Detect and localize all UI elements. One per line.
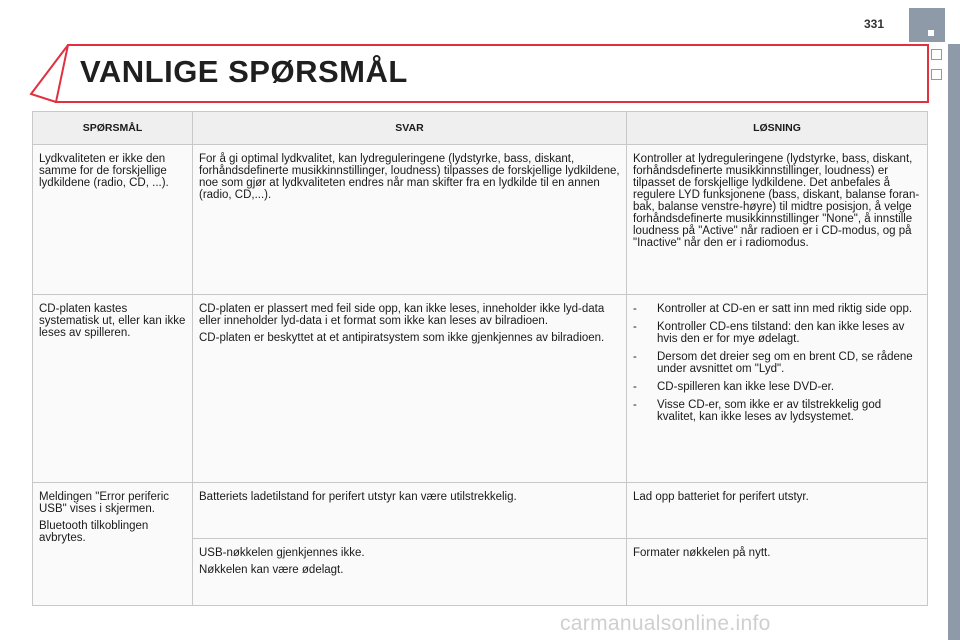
header-question: SPØRSMÅL (33, 112, 193, 145)
header-answer: SVAR (193, 112, 627, 145)
question-cell (33, 145, 193, 295)
answer-text: For å gi optimal lydkvalitet, kan lydreguleringene (lydstyrke, bass, diskant, forhåndsdefinerte musikkinnstillinger, loudness) tilpasses de forskjellige lydkildene, noe som gjør at lydkvaliteten endres når man skifter fra en lydkilde til en annen (radio, CD,...). (199, 153, 620, 201)
table-row (33, 483, 928, 539)
answer-text: USB-nøkkelen gjenkjennes ikke. (199, 547, 365, 559)
question-cell (33, 483, 193, 606)
solution-cell (627, 483, 928, 539)
solution-cell (627, 539, 928, 606)
solution-text: Formater nøkkelen på nytt. (633, 547, 771, 559)
table-row (33, 145, 928, 295)
watermark: carmanualsonline.info (560, 612, 771, 635)
table-header-row (33, 112, 928, 145)
table-row (33, 295, 928, 483)
list-item: - Visse CD-er, som ikke er av tilstrekkelig god kvalitet, kan ikke leses av lydsystemet. (633, 399, 882, 423)
solution-list (633, 303, 921, 423)
answer-cell (193, 539, 627, 606)
question-text: CD-platen kastes systematisk ut, eller kan ikke leses av spilleren. (39, 303, 186, 339)
list-item: - Dersom det dreier seg om en brent CD, se rådene under avsnittet om "Lyd". (633, 351, 913, 375)
list-item: - Kontroller at CD-en er satt inn med riktig side opp. (633, 303, 913, 315)
answer-cell (193, 145, 627, 295)
solution-text: Kontroller at lydreguleringene (lydstyrke, bass, diskant, forhåndsdefinerte musikkinnstillinger, loudness) er tilpasset de forskjellige lydkildene. Det anbefales å regulere LYD funksjonene (bass, diskant, balanse foran-bak, balanse venstre-høyre) til midtre posisjon, å velge forhåndsdefinerte musikkinnstillinger "None", å innstille loudness på "Active" når radioen er i CD-modus, og på "Inactive" når den er i radiomodus. (633, 153, 920, 249)
question-text: Meldingen "Error periferic USB" vises i skjermen. (39, 491, 169, 515)
answer-text: CD-platen er plassert med feil side opp, kan ikke leses, inneholder ikke lyd-data eller inneholder lyd-data i et format som ikke kan leses av bilradioen. (199, 303, 605, 327)
question-text: Lydkvaliteten er ikke den samme for de forskjellige lydkildene (radio, CD, ...). (39, 153, 169, 189)
side-stripe (948, 44, 960, 640)
faq-table (32, 111, 928, 606)
solution-cell (627, 145, 928, 295)
answer-cell (193, 295, 627, 483)
solution-cell (627, 295, 928, 483)
list-item: - Kontroller CD-ens tilstand: den kan ikke leses av hvis den er for mye ødelagt. (633, 321, 905, 345)
solution-text: Lad opp batteriet for perifert utstyr. (633, 491, 809, 503)
page-title: VANLIGE SPØRSMÅL (80, 54, 408, 89)
list-item: - CD-spilleren kan ikke lese DVD-er. (633, 381, 835, 393)
answer-text: CD-platen er beskyttet at et antipiratsystem som ikke gjenkjennes av bilradioen. (199, 332, 605, 344)
answer-text: Nøkkelen kan være ødelagt. (199, 564, 344, 576)
corner-tab (909, 8, 945, 42)
answer-cell (193, 483, 627, 539)
question-cell (33, 295, 193, 483)
answer-text: Batteriets ladetilstand for perifert utstyr kan være utilstrekkelig. (199, 491, 517, 503)
page-number: 331 (864, 17, 885, 31)
question-text: Bluetooth tilkoblingen avbrytes. (39, 520, 149, 544)
header-solution: LØSNING (627, 112, 928, 145)
